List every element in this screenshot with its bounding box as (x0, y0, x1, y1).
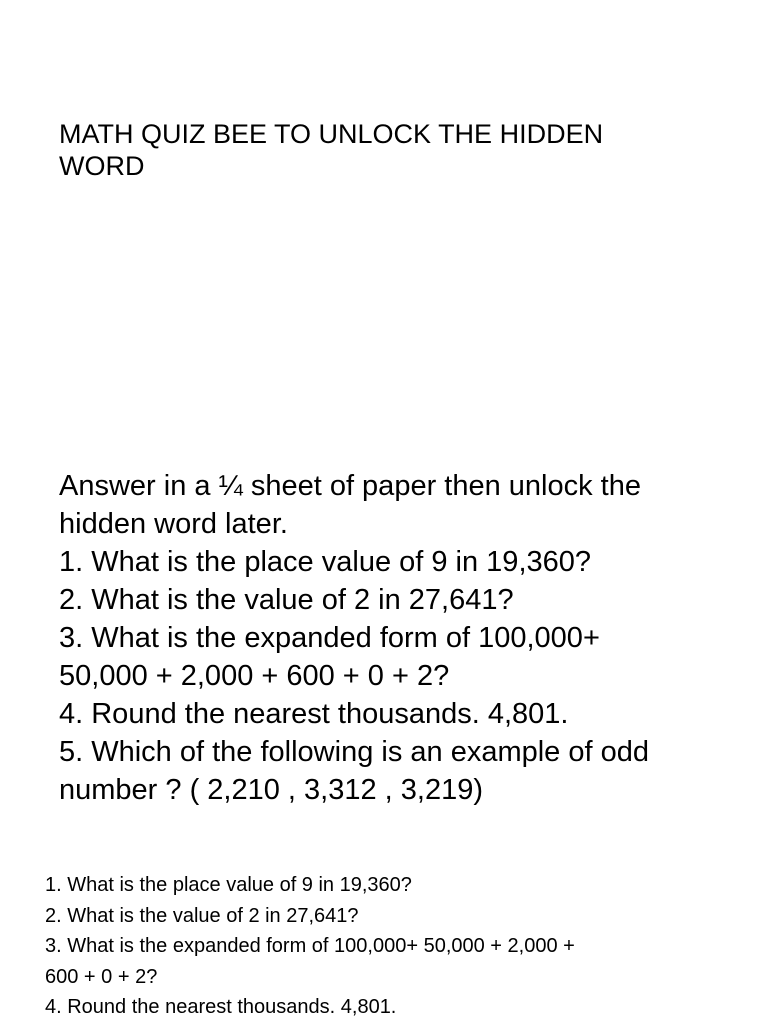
repeat-question-3-line-1: 3. What is the expanded form of 100,000+ 50,000 + 2,000 + (45, 935, 575, 957)
question-2: 2. What is the value of 2 in 27,641? (59, 584, 514, 616)
repeat-question-4: 4. Round the nearest thousands. 4,801. (45, 996, 397, 1018)
instruction-line-2: hidden word later. (59, 508, 288, 540)
repeat-question-2: 2. What is the value of 2 in 27,641? (45, 904, 359, 927)
title-line-2: WORD (59, 151, 145, 181)
question-3-line-2: 50,000 + 2,000 + 600 + 0 + 2? (59, 660, 450, 692)
page-title (59, 118, 699, 182)
quiz-questions-repeat (45, 870, 745, 1023)
question-5-line-1: 5. Which of the following is an example of odd (59, 736, 649, 768)
question-3-line-1: 3. What is the expanded form of 100,000+ (59, 622, 600, 654)
quiz-questions-main (59, 467, 739, 809)
title-line-1: MATH QUIZ BEE TO UNLOCK THE HIDDEN (59, 119, 604, 149)
question-5-line-2: number ? ( 2,210 , 3,312 , 3,219) (59, 774, 483, 806)
repeat-question-1: 1. What is the place value of 9 in 19,360? (45, 874, 412, 896)
question-4: 4. Round the nearest thousands. 4,801. (59, 698, 569, 730)
question-1: 1. What is the place value of 9 in 19,360? (59, 546, 592, 578)
instruction-line-1: Answer in a ¼ sheet of paper then unlock the (59, 470, 641, 502)
repeat-question-3-line-2: 600 + 0 + 2? (45, 965, 158, 988)
